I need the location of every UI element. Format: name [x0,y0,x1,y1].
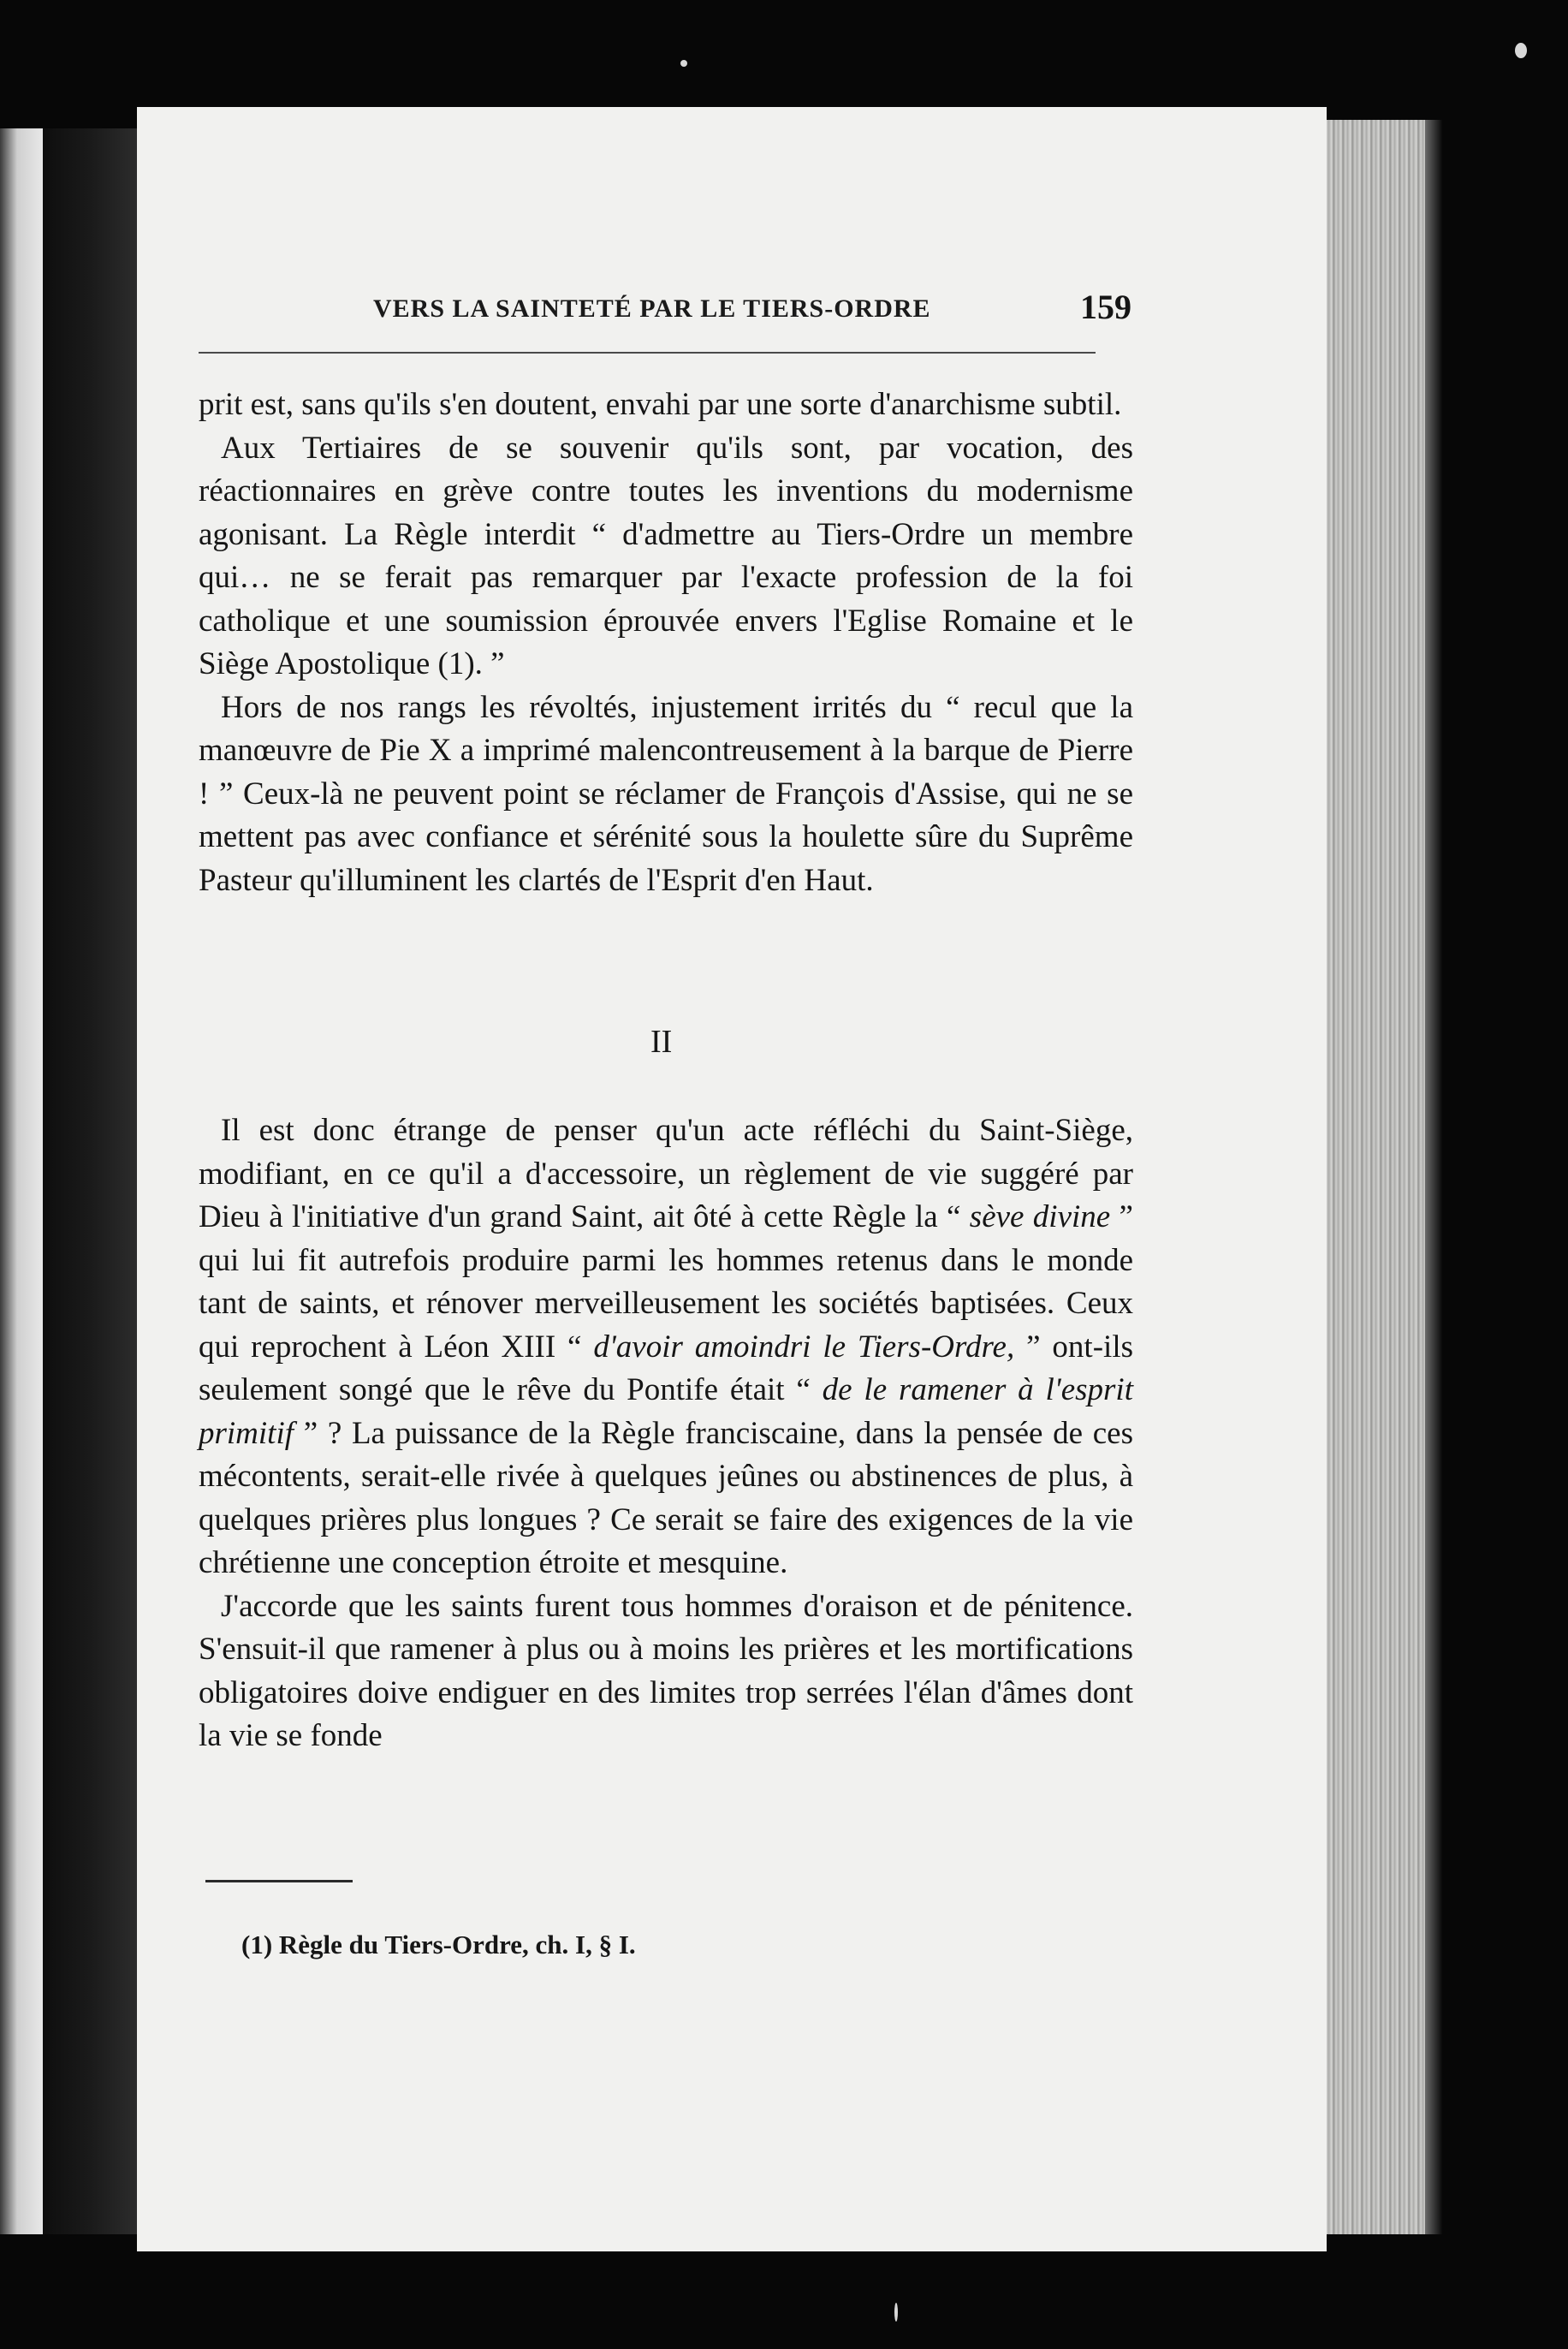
text-run: ” qui lui fit autrefois produire parmi les hommes retenus dans le monde tant de saints, et rénover merveilleusement les sociétés baptisées. Ceux qui reprochent à Léon XIII “ [199,1199,1133,1365]
footnote: (1) Règle du Tiers-Ordre, ch. I, § I. [241,1930,636,1959]
text-block-bottom [199,1109,1133,1758]
section-number: II [650,1024,673,1060]
dust-speck [1515,43,1527,58]
italic-quote: d'avoir amoindri le Tiers-Ordre, [593,1329,1015,1365]
text-run: Il est donc étrange de penser qu'un acte réfléchi du Saint-Siège, modifiant, en ce qu'il a d'accessoire, un règlement de vie suggéré par Dieu à l'initiative d'un grand Saint, ait ôté à cette Règle la “ [199,1113,1133,1234]
italic-quote: de le ramener à l'esprit primitif [199,1372,1133,1451]
page-number: 159 [1080,288,1131,326]
dust-speck [894,2303,898,2322]
page-stack-shadow [1425,120,1442,2234]
italic-quote: sève divine [969,1199,1111,1234]
paragraph: Aux Tertiaires de se souvenir qu'ils sont, par vocation, des réactionnaires en grève contre toutes les inventions du modernisme agonisant. La Règle interdit “ d'admettre au Tiers-Ordre un membre qui… ne se ferait pas remarquer par l'exacte profession de la foi catholique et une soumission éprouvée envers l'Eglise Romaine et le Siège Apostolique (1). ” [199,430,1133,681]
text-block-top [199,384,1133,902]
text-run: ” ont-ils seulement songé que le rêve du Pontife était “ [199,1329,1133,1407]
paragraph: Hors de nos rangs les révoltés, injustement irrités du “ recul que la manœuvre de Pie X a imprimé malencontreusement à la barque de Pierre ! ” Ceux-là ne peuvent point se réclamer de François d'Assise, qui ne se mettent pas avec confiance et sérénité sous la houlette sûre du Suprême Pasteur qu'illuminent les clartés de l'Esprit d'en Haut. [199,689,1133,898]
paragraph: prit est, sans qu'ils s'en doutent, envahi par une sorte d'anarchisme subtil. [199,387,1122,422]
running-head: VERS LA SAINTETÉ PAR LE TIERS-ORDRE [373,294,931,323]
paragraph: J'accorde que les saints furent tous hommes d'oraison et de pénitence. S'ensuit-il que ramener à plus ou à moins les prières et les mortifications obligatoires doive endiguer en des limites trop serrées l'élan d'âmes dont la vie se fonde [199,1588,1133,1753]
book-gutter [43,128,137,2234]
text-run: ” ? La puissance de la Règle franciscaine, dans la pensée de ces mécontents, serait-elle rivée à quelques jeûnes ou abstinences de plus, à quelques prières plus longues ? Ce serait se faire des exigences de la vie chrétienne une conception étroite et mesquine. [199,1415,1133,1580]
previous-page-edge [0,128,43,2234]
header-rule [199,352,1096,354]
paragraph [199,1109,1133,1585]
dust-speck [680,60,687,67]
footnote-rule [205,1880,353,1882]
